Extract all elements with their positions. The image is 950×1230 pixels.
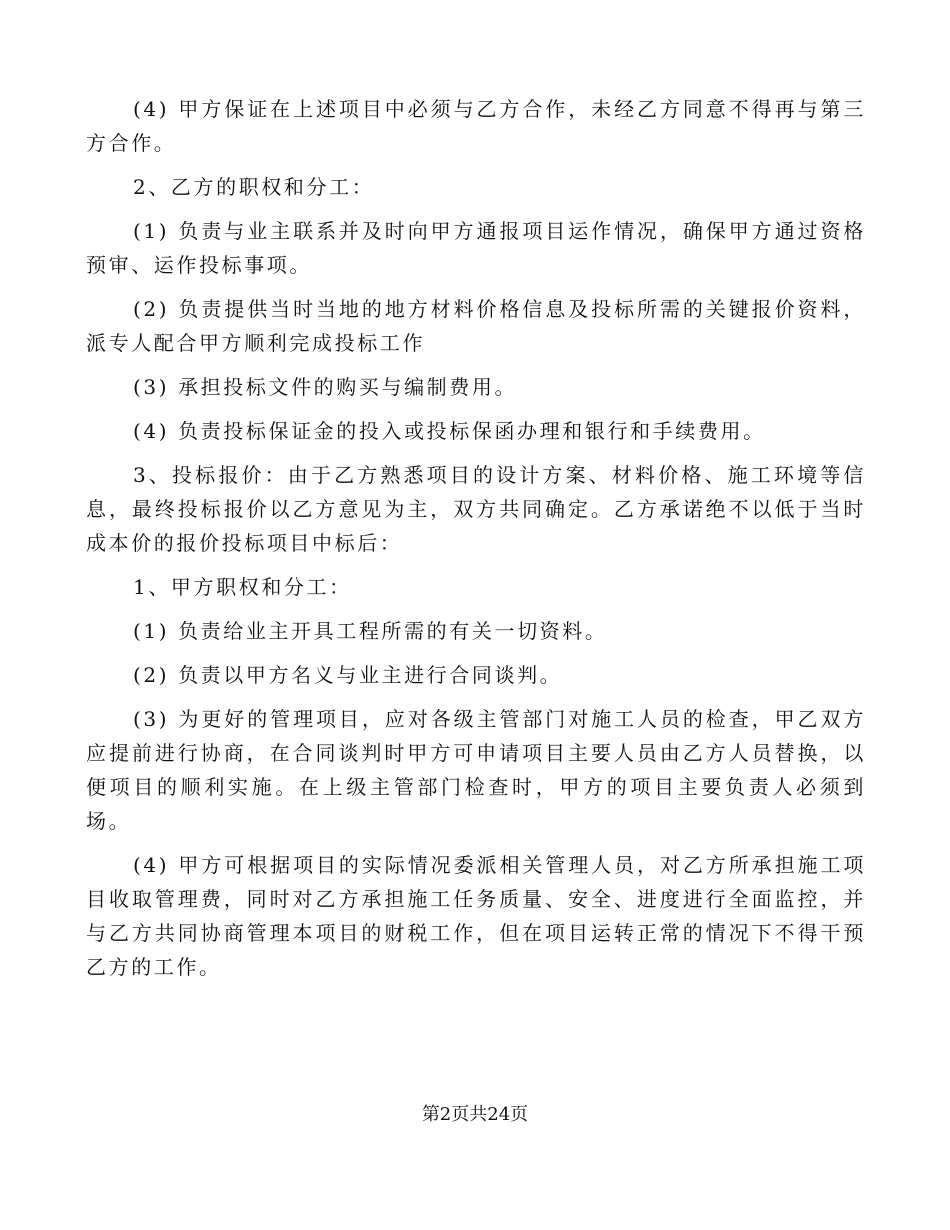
- paragraph-7: 3、投标报价：由于乙方熟悉项目的设计方案、材料价格、施工环境等信息，最终投标报价以乙方意见为主，双方共同确定。乙方承诺绝不以低于当时成本价的报价投标项目中标后：: [86, 463, 866, 555]
- paragraph-12: (4) 甲方可根据项目的实际情况委派相关管理人员，对乙方所承担施工项目收取管理费，同时对乙方承担施工任务质量、安全、进度进行全面监控，并与乙方共同协商管理本项目的财税工作，但在项目运转正常的情况下不得干预乙方的工作。: [86, 853, 866, 979]
- paragraph-11: (3) 为更好的管理项目，应对各级主管部门对施工人员的检查，甲乙双方应提前进行协商，在合同谈判时甲方可申请项目主要人员由乙方人员替换，以便项目的顺利实施。在上级主管部门检查时，甲方的项目主要负责人必须到场。: [86, 707, 866, 833]
- paragraph-3: (1) 负责与业主联系并及时向甲方通报项目运作情况，确保甲方通过资格预审、运作投标事项。: [86, 219, 866, 277]
- paragraph-9: (1) 负责给业主开具工程所需的有关一切资料。: [133, 619, 608, 643]
- page-number-footer: 第2页共24页: [421, 1104, 529, 1125]
- paragraph-10: (2) 负责以甲方名义与业主进行合同谈判。: [133, 663, 563, 687]
- paragraph-6: (4) 负责投标保证金的投入或投标保函办理和银行和手续费用。: [133, 419, 766, 443]
- paragraph-2: 2、乙方的职权和分工：: [133, 175, 375, 199]
- paragraph-5: (3) 承担投标文件的购买与编制费用。: [133, 375, 518, 399]
- paragraph-4: (2) 负责提供当时当地的地方材料价格信息及投标所需的关键报价资料，派专人配合甲方顺利完成投标工作: [86, 297, 866, 355]
- document-body: [86, 92, 866, 984]
- paragraph-1: (4) 甲方保证在上述项目中必须与乙方合作，未经乙方同意不得再与第三方合作。: [86, 97, 866, 155]
- paragraph-8: 1、甲方职权和分工：: [133, 575, 352, 599]
